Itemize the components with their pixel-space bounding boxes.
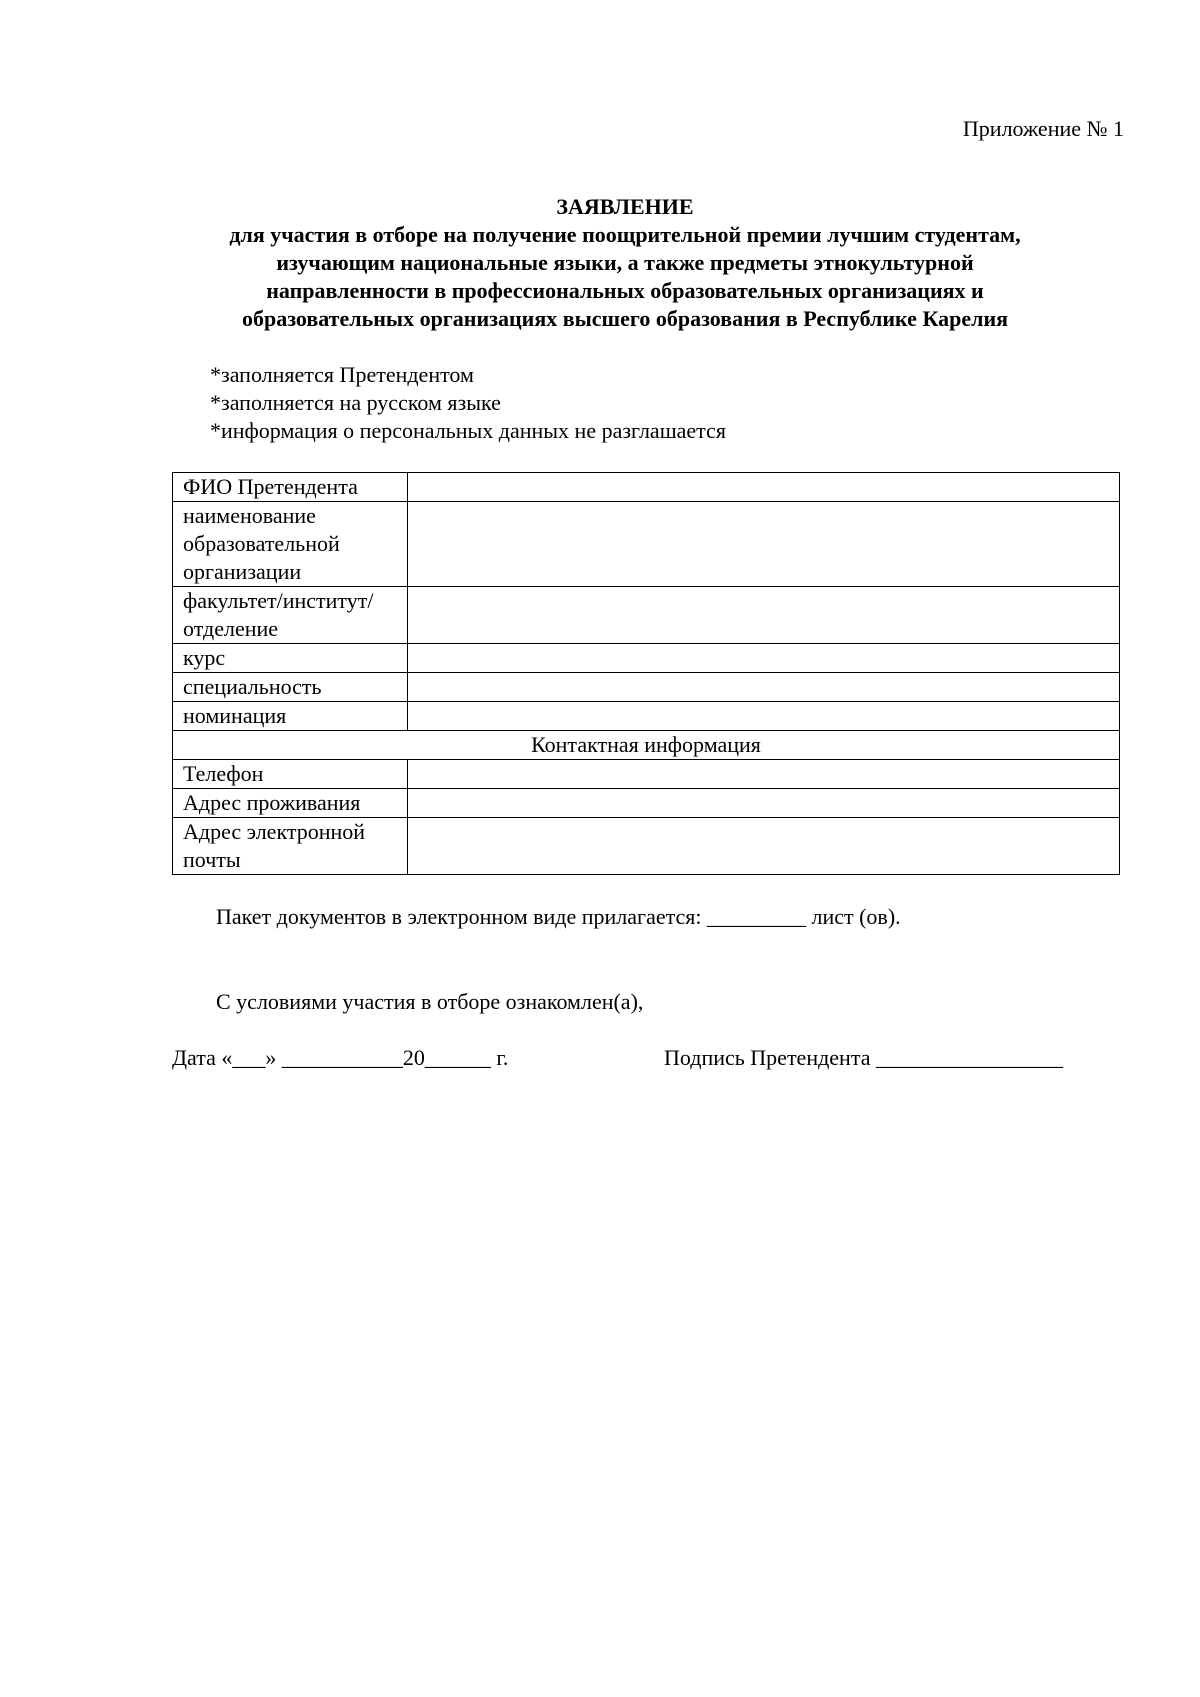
title-heading: ЗАЯВЛЕНИЕ: [556, 194, 694, 219]
table-row: [173, 702, 1120, 731]
table-row: [173, 789, 1120, 818]
label-line: организации: [183, 559, 302, 584]
specialty-field[interactable]: [408, 673, 1120, 702]
label-line: курс: [183, 645, 226, 670]
table-row: [173, 644, 1120, 673]
note-filled-by-applicant: *заполняется Претендентом: [210, 362, 474, 387]
full-name-field[interactable]: [408, 473, 1120, 502]
label-line: факультет/институт/: [183, 588, 374, 613]
row-label-full-name: [173, 473, 408, 502]
contact-section-header: Контактная информация: [173, 731, 1120, 760]
label-line: Адрес электронной: [183, 819, 366, 844]
table-row: [173, 731, 1120, 760]
table-row: [173, 587, 1120, 644]
conditions-acknowledgement: С условиями участия в отборе ознакомлен(а),: [216, 989, 644, 1014]
row-label-course: [173, 644, 408, 673]
label-line: номинация: [183, 703, 287, 728]
document-title: [150, 193, 1100, 333]
label-line: Телефон: [183, 761, 264, 786]
instruction-notes: [210, 361, 726, 445]
table-row: [173, 473, 1120, 502]
email-field[interactable]: [408, 818, 1120, 875]
signature-line: Подпись Претендента _________________: [664, 1045, 1063, 1070]
organization-field[interactable]: [408, 502, 1120, 587]
title-line-2: изучающим национальные языки, а также предметы этнокультурной: [276, 250, 974, 275]
faculty-field[interactable]: [408, 587, 1120, 644]
note-russian-language: *заполняется на русском языке: [210, 390, 501, 415]
address-field[interactable]: [408, 789, 1120, 818]
title-line-1: для участия в отборе на получение поощрительной премии лучшим студентам,: [229, 222, 1021, 247]
row-label-organization: [173, 502, 408, 587]
date-line: Дата «___» ___________20______ г.: [172, 1045, 509, 1070]
label-line: ФИО Претендента: [183, 474, 358, 499]
table-row: [173, 760, 1120, 789]
appendix-label: Приложение № 1: [962, 116, 1124, 141]
title-line-3: направленности в профессиональных образовательных организациях и: [266, 278, 984, 303]
label-line: почты: [183, 847, 241, 872]
label-line: отделение: [183, 616, 279, 641]
row-label-phone: [173, 760, 408, 789]
row-label-email: [173, 818, 408, 875]
label-line: специальность: [183, 674, 322, 699]
note-personal-data: *информация о персональных данных не разглашается: [210, 418, 726, 443]
row-label-specialty: [173, 673, 408, 702]
label-line: наименование: [183, 503, 316, 528]
label-line: Адрес проживания: [183, 790, 361, 815]
course-field[interactable]: [408, 644, 1120, 673]
table-row: [173, 673, 1120, 702]
attachments-line: Пакет документов в электронном виде прилагается: _________ лист (ов).: [216, 904, 901, 929]
title-line-4: образовательных организациях высшего образования в Республике Карелия: [241, 306, 1009, 331]
table-row: [173, 818, 1120, 875]
application-form-table: [172, 472, 1120, 875]
row-label-nomination: [173, 702, 408, 731]
table-row: [173, 502, 1120, 587]
label-line: образовательной: [183, 531, 340, 556]
phone-field[interactable]: [408, 760, 1120, 789]
nomination-field[interactable]: [408, 702, 1120, 731]
row-label-address: [173, 789, 408, 818]
row-label-faculty: [173, 587, 408, 644]
